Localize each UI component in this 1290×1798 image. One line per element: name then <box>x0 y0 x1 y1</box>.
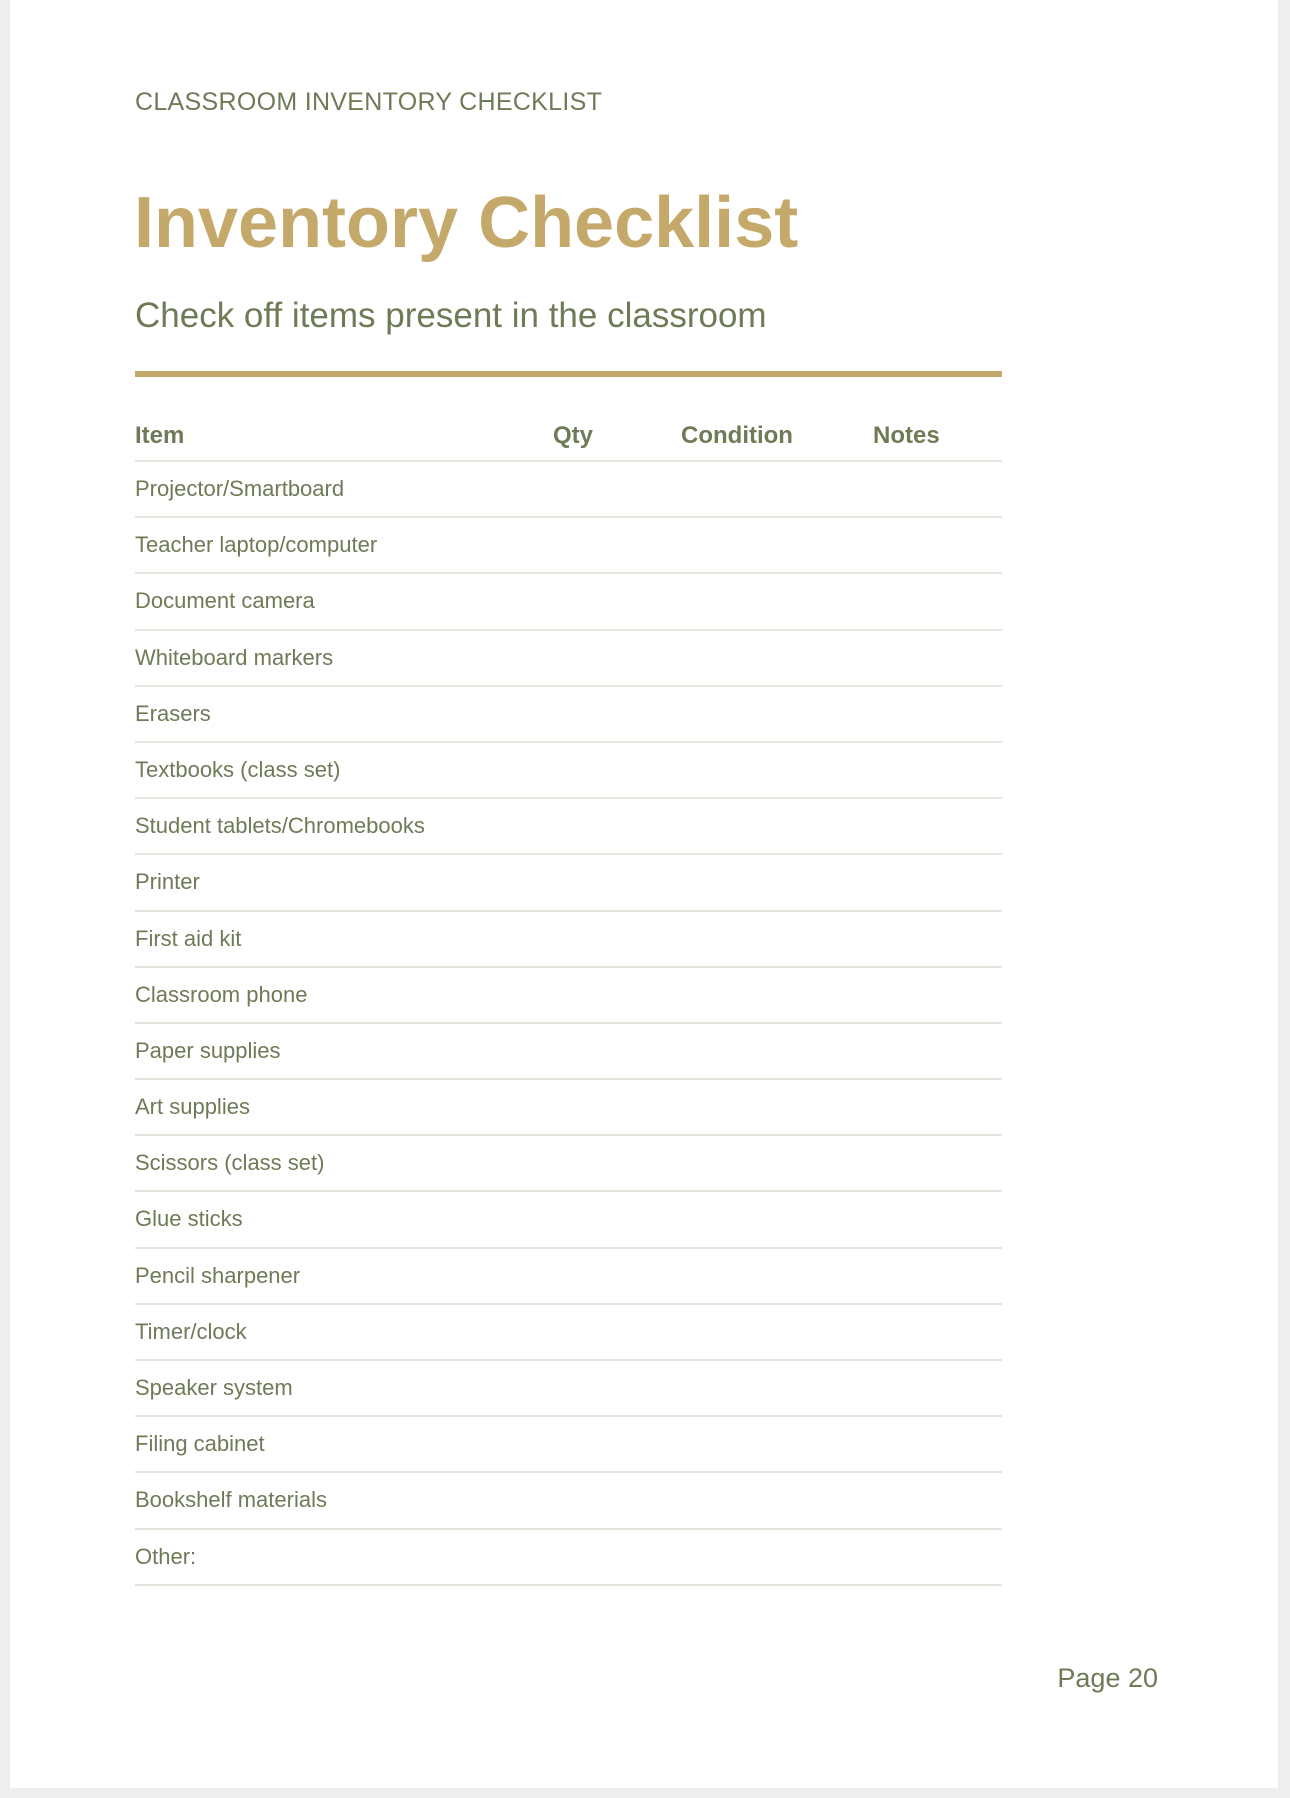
table-row <box>135 631 1002 687</box>
item-name: Teacher laptop/computer <box>135 532 378 558</box>
table-row <box>135 968 1002 1024</box>
table-row <box>135 855 1002 911</box>
inventory-table <box>135 413 1002 1586</box>
page-title: Inventory Checklist <box>134 183 799 263</box>
table-row <box>135 1249 1002 1305</box>
table-row <box>135 1305 1002 1361</box>
item-name: Student tablets/Chromebooks <box>135 813 425 839</box>
item-name: Scissors (class set) <box>135 1150 325 1176</box>
item-name: Other: <box>135 1543 197 1569</box>
table-row <box>135 462 1002 518</box>
item-name: Speaker system <box>135 1375 293 1400</box>
item-name: Classroom phone <box>135 981 308 1007</box>
page-subtitle: Check off items present in the classroom <box>135 296 767 335</box>
page-number: Page 20 <box>1057 1663 1158 1693</box>
header-label: CLASSROOM INVENTORY CHECKLIST <box>135 88 603 116</box>
item-name: Art supplies <box>135 1094 250 1120</box>
item-name: Projector/Smartboard <box>135 476 345 501</box>
column-header-qty: Qty <box>553 422 594 449</box>
table-header-row <box>135 413 1002 462</box>
item-name: Bookshelf materials <box>135 1487 327 1513</box>
item-name: Pencil sharpener <box>135 1262 301 1288</box>
column-header-item: Item <box>135 422 185 449</box>
table-row <box>135 1473 1002 1529</box>
item-name: Printer <box>135 869 200 895</box>
column-header-condition: Condition <box>681 422 793 449</box>
table-row <box>135 574 1002 630</box>
table-row <box>135 1530 1002 1586</box>
table-row <box>135 1192 1002 1248</box>
item-name: First aid kit <box>135 925 242 951</box>
table-row <box>135 1361 1002 1417</box>
title-divider <box>135 371 1002 377</box>
table-row <box>135 1024 1002 1080</box>
table-row <box>135 912 1002 968</box>
item-name: Timer/clock <box>135 1318 247 1344</box>
item-name: Textbooks (class set) <box>135 756 341 782</box>
item-name: Document camera <box>135 588 315 614</box>
table-row <box>135 518 1002 574</box>
table-row <box>135 799 1002 855</box>
item-name: Paper supplies <box>135 1037 281 1063</box>
table-row <box>135 1136 1002 1192</box>
table-row <box>135 743 1002 799</box>
table-row <box>135 1080 1002 1136</box>
item-name: Erasers <box>135 700 211 726</box>
document-page <box>10 0 1278 1788</box>
item-name: Filing cabinet <box>135 1431 265 1457</box>
item-name: Whiteboard markers <box>135 644 334 670</box>
item-name: Glue sticks <box>135 1206 243 1232</box>
table-row <box>135 1417 1002 1473</box>
column-header-notes: Notes <box>873 422 940 449</box>
table-row <box>135 687 1002 743</box>
